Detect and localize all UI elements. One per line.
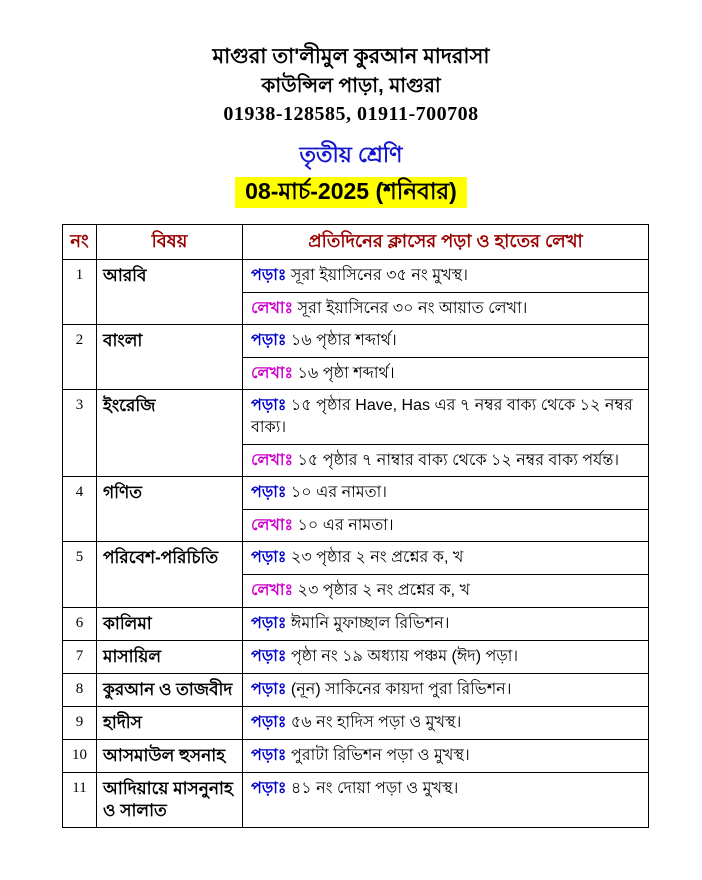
read-label: পড়াঃ: [251, 647, 287, 665]
write-label: লেখাঃ: [251, 581, 294, 599]
serial-number: 2: [63, 325, 97, 390]
table-row: [63, 773, 649, 828]
subject-name: ইংরেজি: [97, 390, 243, 477]
table-row: [63, 390, 649, 444]
read-label: পড়াঃ: [251, 267, 287, 285]
read-lesson-cell: [243, 390, 649, 444]
serial-number: 3: [63, 390, 97, 477]
subject-name: গণিত: [97, 477, 243, 542]
table-row: [63, 607, 649, 640]
read-lesson-cell: [243, 260, 649, 293]
subject-name: হাদীস: [97, 706, 243, 739]
subject-name: পরিবেশ-পরিচিতি: [97, 542, 243, 607]
subject-name: কুরআন ও তাজবীদ: [97, 673, 243, 706]
serial-number: 9: [63, 706, 97, 739]
serial-number: 8: [63, 673, 97, 706]
document-header: [0, 42, 702, 208]
read-lesson-text: ১০ এর নামতা।: [290, 484, 388, 502]
write-lesson-text: ১০ এর নামতা।: [297, 516, 394, 534]
subject-name: আসমাউল হুসনাহ: [97, 739, 243, 772]
read-lesson-cell: [243, 542, 649, 575]
read-lesson-cell: [243, 325, 649, 358]
read-label: পড়াঃ: [251, 549, 287, 567]
read-label: পড়াঃ: [251, 713, 287, 731]
table-row: [63, 260, 649, 293]
write-lesson-cell: [243, 292, 649, 325]
read-lesson-text: ৪১ নং দোয়া পড়া ও মুখস্থ।: [290, 780, 459, 798]
subject-name: কালিমা: [97, 607, 243, 640]
read-lesson-text: ঈমানি মুফাচ্ছাল রিভিশন।: [290, 614, 450, 632]
read-label: পড়াঃ: [251, 780, 287, 798]
read-lesson-text: ৫৬ নং হাদিস পড়া ও মুখস্থ।: [290, 713, 462, 731]
read-label: পড়াঃ: [251, 332, 287, 350]
table-row: [63, 477, 649, 510]
subject-name: মাসায়িল: [97, 640, 243, 673]
serial-number: 5: [63, 542, 97, 607]
table-row: [63, 640, 649, 673]
serial-number: 10: [63, 739, 97, 772]
table-row: [63, 673, 649, 706]
write-label: লেখাঃ: [251, 451, 294, 469]
table-row: [63, 542, 649, 575]
table-row: [63, 706, 649, 739]
write-label: লেখাঃ: [251, 299, 294, 317]
write-lesson-cell: [243, 357, 649, 390]
serial-number: 7: [63, 640, 97, 673]
write-lesson-cell: [243, 444, 649, 477]
serial-number: 1: [63, 260, 97, 325]
school-name: মাগুরা তা'লীমুল কুরআন মাদরাসা: [212, 45, 490, 68]
read-lesson-cell: [243, 477, 649, 510]
write-lesson-text: সূরা ইয়াসিনের ৩০ নং আয়াত লেখা।: [297, 299, 528, 317]
date-line: [0, 177, 702, 209]
read-lesson-cell: [243, 673, 649, 706]
read-lesson-cell: [243, 607, 649, 640]
table-row: [63, 325, 649, 358]
school-address: কাউন্সিল পাড়া, মাগুরা: [261, 75, 441, 98]
write-label: লেখাঃ: [251, 364, 294, 382]
write-label: লেখাঃ: [251, 516, 294, 534]
serial-number: 6: [63, 607, 97, 640]
read-label: পড়াঃ: [251, 746, 287, 764]
read-lesson-cell: [243, 739, 649, 772]
write-lesson-cell: [243, 574, 649, 607]
subject-name: বাংলা: [97, 325, 243, 390]
lesson-schedule-table: [62, 224, 649, 828]
write-lesson-cell: [243, 509, 649, 542]
read-lesson-text: ২৩ পৃষ্ঠার ২ নং প্রশ্নের ক, খ: [290, 549, 464, 567]
subject-name: আদিয়ায়ে মাসনুনাহ ও সালাত: [97, 773, 243, 828]
subject-name: আরবি: [97, 260, 243, 325]
write-lesson-text: ১৫ পৃষ্ঠার ৭ নাম্বার বাক্য থেকে ১২ নম্বর বাক্য পর্যন্ত।: [297, 451, 620, 469]
read-lesson-text: ১৬ পৃষ্ঠার শব্দার্থ।: [290, 332, 397, 350]
serial-number: 4: [63, 477, 97, 542]
class-title: তৃতীয় শ্রেণি: [299, 142, 403, 168]
column-header-no: নং: [63, 225, 97, 260]
read-lesson-text: পুরাটা রিভিশন পড়া ও মুখস্থ।: [290, 746, 470, 764]
write-lesson-text: ১৬ পৃষ্ঠা শব্দার্থ।: [297, 364, 395, 382]
table-row: [63, 739, 649, 772]
read-label: পড়াঃ: [251, 484, 287, 502]
read-lesson-cell: [243, 773, 649, 828]
read-lesson-text: সূরা ইয়াসিনের ৩৫ নং মুখস্থ।: [290, 267, 468, 285]
read-label: পড়াঃ: [251, 397, 287, 415]
read-label: পড়াঃ: [251, 614, 287, 632]
write-lesson-text: ২৩ পৃষ্ঠার ২ নং প্রশ্নের ক, খ: [297, 581, 470, 599]
table-header-row: [63, 225, 649, 260]
read-label: পড়াঃ: [251, 680, 287, 698]
read-lesson-cell: [243, 706, 649, 739]
column-header-lesson: প্রতিদিনের ক্লাসের পড়া ও হাতের লেখা: [243, 225, 649, 260]
read-lesson-text: (নূন) সাকিনের কায়দা পুরা রিভিশন।: [290, 680, 512, 698]
date-highlight: 08-মার্চ-2025 (শনিবার): [235, 177, 467, 209]
column-header-subject: বিষয়: [97, 225, 243, 260]
school-phone-numbers: 01938-128585, 01911-700708: [223, 103, 479, 126]
read-lesson-text: ১৫ পৃষ্ঠার Have, Has এর ৭ নম্বর বাক্য থেকে ১২ নম্বর বাক্য।: [251, 397, 633, 436]
read-lesson-cell: [243, 640, 649, 673]
read-lesson-text: পৃষ্ঠা নং ১৯ অধ্যায় পঞ্চম (ঈদ) পড়া।: [290, 647, 519, 665]
serial-number: 11: [63, 773, 97, 828]
